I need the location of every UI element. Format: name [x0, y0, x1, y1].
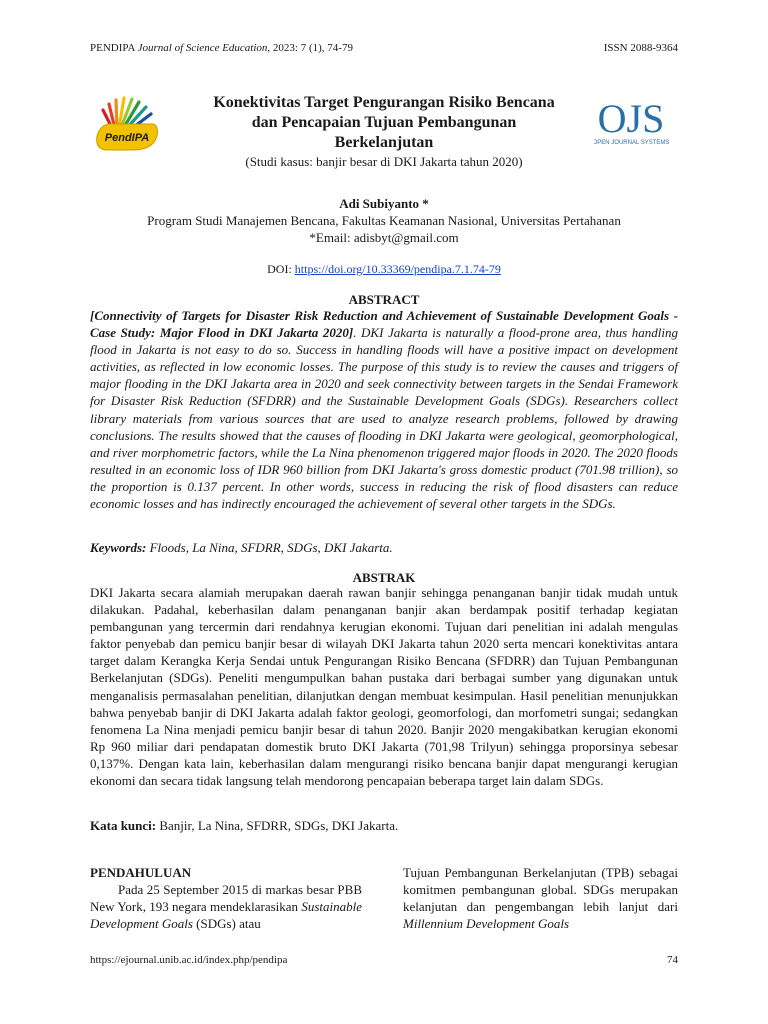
abstract-text: . DKI Jakarta is naturally a flood-prone area, thus handling flood in Jakarta is not easy to do so. Success in handling floods will have a positive impact on development activities, as reflected in low economic losses. The purpose of this study is to review the causes and triggers of major flooding in the DKI Jakarta area in 2020 and seek connectivity between targets in the Sendai Framework for Disaster Risk Reduction (SFDRR) and the Sustainable Development Goals (SDGs). Researchers collect library materials from various sources that are used to analyze research problems, followed by drawing conclusions. The results showed that the causes of flooding in DKI Jakarta were geological, geomorphological, and river morphometric factors, while the La Nina phenomenon triggered major floods in 2020. The 2020 floods resulted in an economic loss of IDR 960 billion from DKI Jakarta's gross domestic product (701.98 trillion), so the proportion is 0.137 percent. In other words, success in reducing the risk of flood disasters can reduce economic losses and has indirectly encouraged the achievement of several other targets in the SDGs. — [90, 325, 678, 512]
kata-kunci-values: Banjir, La Nina, SFDRR, SDGs, DKI Jakarta. — [156, 818, 399, 833]
paper-subtitle: (Studi kasus: banjir besar di DKI Jakarta tahun 2020) — [245, 154, 523, 169]
author-block — [90, 195, 678, 246]
body-paragraph-right: Tujuan Pembangunan Berkelanjutan (TPB) sebagai komitmen pembangunan global. SDGs merupakan kelanjutan dan pengembangan lebih lanjut dari Millennium Development Goals — [403, 865, 678, 931]
doi-label: DOI: — [267, 262, 295, 276]
page-footer — [90, 954, 678, 966]
paper-title-line3: Berkelanjutan — [334, 134, 434, 151]
author-name: Adi Subiyanto * — [339, 196, 429, 211]
keywords-line — [90, 540, 678, 556]
kata-kunci-label: Kata kunci: — [90, 818, 157, 833]
doi-link[interactable]: https://doi.org/10.33369/pendipa.7.1.74-79 — [294, 262, 501, 276]
pendipa-logo-text: PendIPA — [104, 132, 150, 144]
pendipa-logo — [93, 92, 161, 154]
body-paragraph-left: Pada 25 September 2015 di markas besar PBB New York, 193 negara mendeklarasikan Sustainable Development Goals (SDGs) atau — [90, 882, 362, 931]
abstrak-heading: ABSTRAK — [352, 570, 416, 585]
body-left-column — [90, 864, 362, 932]
abstract-body — [90, 307, 678, 512]
journal-citation: PENDIPA Journal of Science Education, 2023: 7 (1), 74-79 — [90, 42, 353, 54]
kata-kunci-line — [90, 818, 678, 834]
paper-title-line2: dan Pencapaian Tujuan Pembangunan — [251, 114, 517, 131]
keywords-values: Floods, La Nina, SFDRR, SDGs, DKI Jakarta. — [146, 540, 393, 555]
keywords-label: Keywords: — [90, 540, 147, 555]
page-number: 74 — [667, 954, 678, 966]
footer-url: https://ejournal.unib.ac.id/index.php/pendipa — [90, 954, 288, 966]
author-affiliation: Program Studi Manajemen Bencana, Fakultas Keamanan Nasional, Universitas Pertahanan — [147, 213, 621, 228]
ojs-logo-subtext: OPEN JOURNAL SYSTEMS — [594, 140, 669, 146]
section-heading-pendahuluan: PENDAHULUAN — [90, 865, 192, 880]
ojs-logo-text: OJS — [597, 96, 665, 141]
doi-line — [90, 262, 678, 277]
abstract-heading: ABSTRACT — [348, 292, 420, 307]
author-email: *Email: adisbyt@gmail.com — [309, 230, 459, 245]
title-block — [180, 93, 588, 170]
abstrak-body: DKI Jakarta secara alamiah merupakan daerah rawan banjir sehingga penanganan banjir tidak mudah untuk dilakukan. Padahal, keberhasilan dalam penanganan banjir akan berdampak positif terhadap kegiatan pembangunan yang tercermin dari rendahnya kerugian ekonomi. Tujuan dari penelitian ini adalah mengulas faktor penyebab dan pemicu banjir besar di wilayah DKI Jakarta tahun 2020 serta mencari konektivitas antara target dalam Kerangka Kerja Sendai untuk Pengurangan Risiko Bencana (SFDRR) dan Tujuan Pembangunan Berkelanjutan (SDGs). Peneliti mengumpulkan bahan pustaka dari berbagai sumber yang digunakan untuk menganalisis permasalahan penelitian, dilanjutkan dengan membuat kesimpulan. Hasil penelitian menunjukkan bahwa penyebab banjir di DKI Jakarta adalah faktor geologi, geomorfologi, dan morfometri sungai; sedangkan fenomena La Nina menjadi pemicu banjir besar di tahun 2020. Banjir 2020 mengakibatkan kerugian ekonomi Rp 960 miliar dari pendapatan domestik bruto DKI Jakarta (701,98 Trilyun) sehingga proporsinya sebesar 0,137%. Dengan kata lain, keberhasilan dalam mengurangi risiko bencana banjir dapat mengurangi kerugian ekonomi dan secara tidak langsung telah mendorong pencapaian beberapa target lain dalam SDGs. — [90, 585, 678, 789]
body-right-column — [403, 864, 678, 932]
paper-title-line1: Konektivitas Target Pengurangan Risiko Bencana — [213, 94, 555, 111]
running-head — [90, 42, 678, 58]
ojs-logo — [594, 96, 669, 148]
issn: ISSN 2088-9364 — [603, 42, 678, 54]
abstract-title: [Connectivity of Targets for Disaster Risk Reduction and Achievement of Sustainable Development Goals - Case Study: Major Flood in DKI Jakarta 2020] — [90, 308, 678, 341]
